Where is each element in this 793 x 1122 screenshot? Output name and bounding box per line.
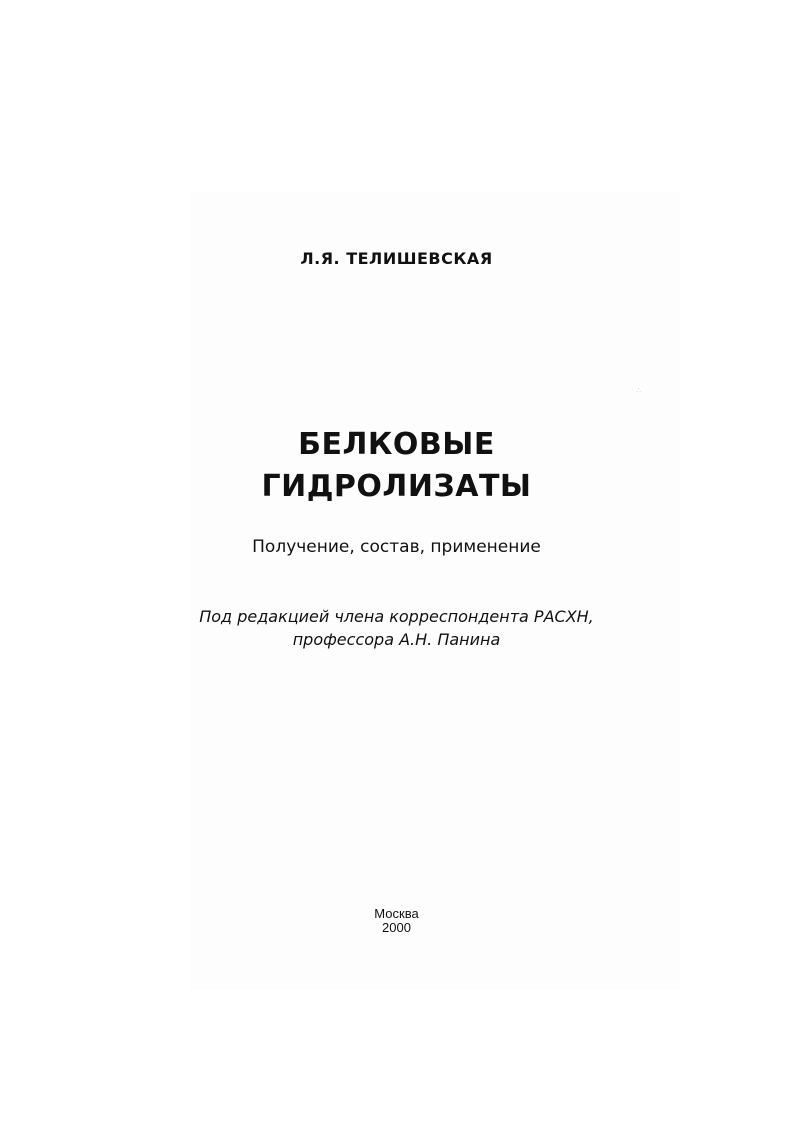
book-subtitle: Получение, состав, применение: [252, 537, 541, 557]
title-page: [190, 193, 680, 990]
scan-speck: ∴: [636, 386, 642, 395]
editor-credit-line-2: профессора А.Н. Панина: [292, 630, 501, 649]
author-name: Л.Я. ТЕЛИШЕВСКАЯ: [300, 249, 493, 268]
editor-credit-line-1: Под редакцией члена корреспондента РАСХН,: [199, 607, 594, 626]
publication-year: 2000: [382, 920, 411, 935]
book-title-line-1: БЕЛКОВЫЕ: [298, 427, 495, 462]
book-title-line-2: ГИДРОЛИЗАТЫ: [261, 469, 532, 504]
publication-city: Москва: [374, 906, 419, 921]
